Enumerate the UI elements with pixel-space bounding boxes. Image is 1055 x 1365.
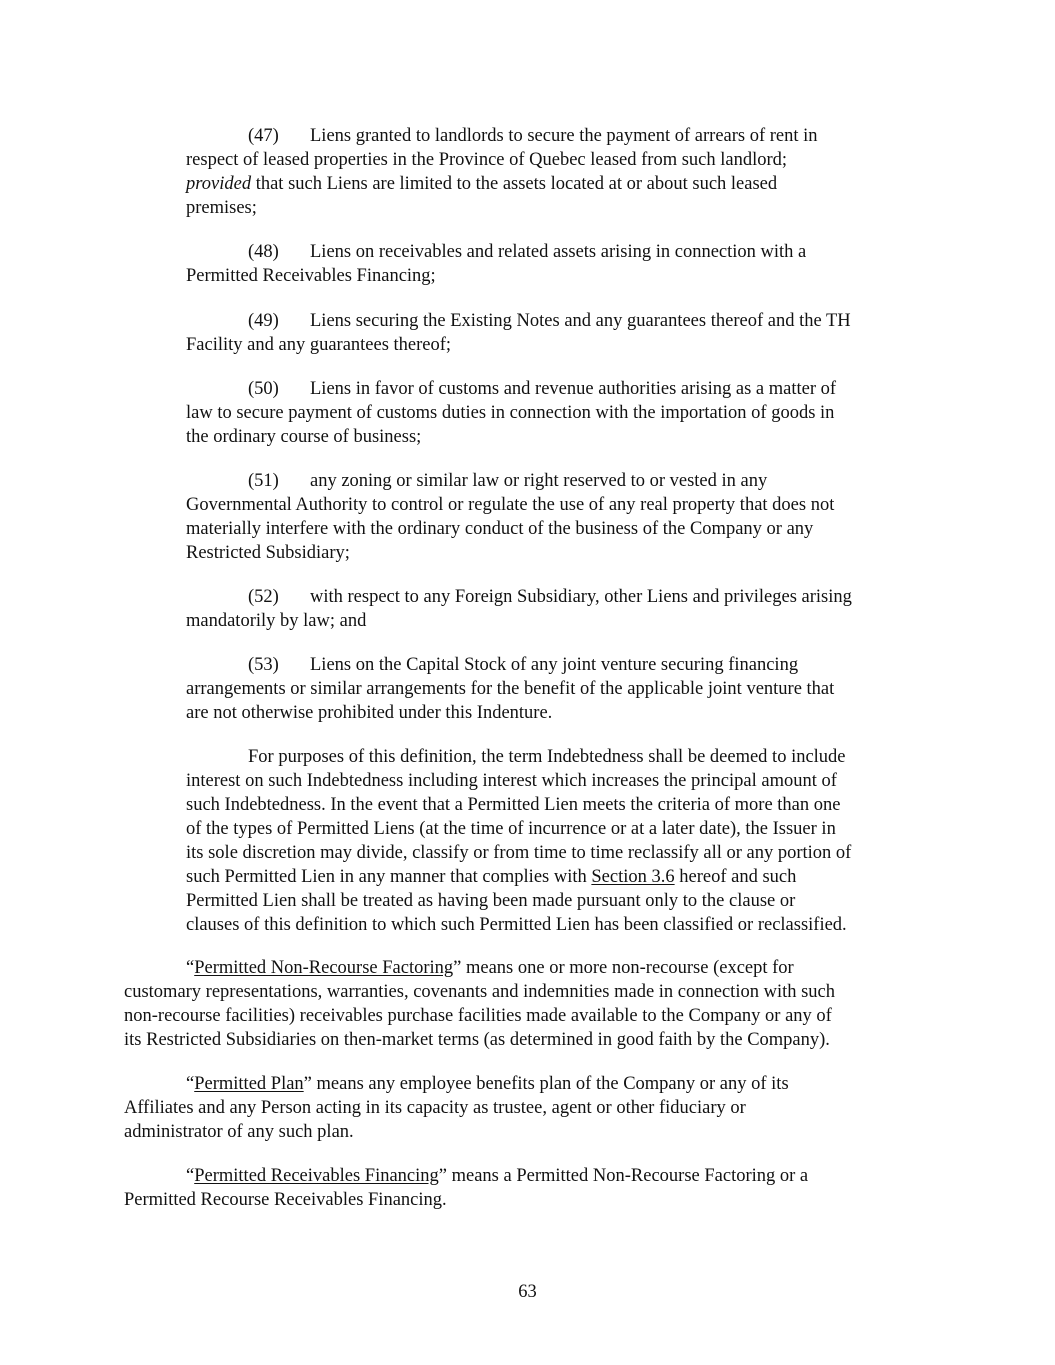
clause-number: (49) (248, 311, 279, 331)
definition-line: non-recourse facilities) receivables purchase facilities made available to the Company or any of (124, 1006, 832, 1026)
clause-line: Governmental Authority to control or regulate the use of any real property that does not (186, 495, 835, 515)
definition-permitted-plan (124, 1072, 944, 1144)
clause-53 (186, 653, 946, 725)
definition-text: ” means a Permitted Non-Recourse Factoring or a (438, 1166, 809, 1186)
definition-first-line (124, 1164, 944, 1188)
defined-term: Permitted Receivables Financing (194, 1166, 439, 1186)
clause-text: Liens granted to landlords to secure the payment of arrears of rent in (310, 126, 818, 146)
clause-text: that such Liens are limited to the assets located at or about such leased (251, 174, 778, 194)
clause-48 (186, 240, 946, 288)
clause-number: (48) (248, 242, 279, 262)
purposes-line: Permitted Lien shall be treated as having been made pursuant only to the clause or (186, 891, 796, 911)
purposes-line (186, 865, 946, 889)
purposes-line: clauses of this definition to which such Permitted Lien has been classified or reclassified. (186, 915, 847, 935)
clause-line (186, 172, 946, 196)
clause-text: Liens in favor of customs and revenue authorities arising as a matter of (310, 379, 837, 399)
purposes-line: For purposes of this definition, the term Indebtedness shall be deemed to include (248, 747, 846, 767)
definition-line: Permitted Recourse Receivables Financing. (124, 1190, 447, 1210)
clause-number: (53) (248, 655, 279, 675)
clause-line: materially interfere with the ordinary conduct of the business of the Company or any (186, 519, 814, 539)
clause-text: Liens on receivables and related assets arising in connection with a (310, 242, 807, 262)
clause-first-line (186, 240, 946, 264)
definition-first-line (124, 956, 944, 980)
definition-first-line (124, 1072, 944, 1096)
definition-permitted-non-recourse-factoring (124, 956, 944, 1052)
clause-text: any zoning or similar law or right reserved to or vested in any (310, 471, 768, 491)
purposes-text: hereof and such (674, 867, 797, 887)
italic-term: provided (186, 174, 252, 194)
open-quote: “ (186, 1166, 195, 1186)
definition-line: Affiliates and any Person acting in its capacity as trustee, agent or other fiduciary or (124, 1098, 746, 1118)
clause-line: arrangements or similar arrangements for the benefit of the applicable joint venture that (186, 679, 835, 699)
clause-line: Restricted Subsidiary; (186, 543, 350, 563)
clause-first-line (186, 469, 946, 493)
purposes-text: such Permitted Lien in any manner that complies with (186, 867, 592, 887)
clause-text: with respect to any Foreign Subsidiary, other Liens and privileges arising (310, 587, 852, 607)
clause-text: Liens securing the Existing Notes and any guarantees thereof and the TH (310, 311, 851, 331)
clause-line: respect of leased properties in the Province of Quebec leased from such landlord; (186, 150, 788, 170)
section-reference-link[interactable]: Section 3.6 (591, 867, 675, 887)
clause-line: Permitted Receivables Financing; (186, 266, 436, 286)
purposes-line: of the types of Permitted Liens (at the time of incurrence or at a later date), the Issuer in (186, 819, 836, 839)
clause-51 (186, 469, 946, 565)
clause-line: the ordinary course of business; (186, 427, 422, 447)
clause-52 (186, 585, 946, 633)
clause-first-line (186, 653, 946, 677)
clause-first-line (186, 124, 946, 148)
purposes-line: its sole discretion may divide, classify or from time to time reclassify all or any portion of (186, 843, 852, 863)
clause-number: (47) (248, 126, 279, 146)
clause-line: law to secure payment of customs duties in connection with the importation of goods in (186, 403, 835, 423)
purposes-paragraph (186, 745, 946, 937)
clause-first-line (186, 585, 946, 609)
page-number: 63 (518, 1282, 537, 1302)
clause-number: (52) (248, 587, 279, 607)
defined-term: Permitted Non-Recourse Factoring (194, 958, 454, 978)
clause-49 (186, 309, 946, 357)
definition-text: ” means one or more non-recourse (except for (453, 958, 794, 978)
clause-first-line (186, 377, 946, 401)
clause-number: (50) (248, 379, 279, 399)
purposes-line: interest on such Indebtedness including interest which increases the principal amount of (186, 771, 837, 791)
definition-line: customary representations, warranties, covenants and indemnities made in connection with such (124, 982, 836, 1002)
clause-first-line (186, 309, 946, 333)
definition-text: ” means any employee benefits plan of the Company or any of its (303, 1074, 789, 1094)
clause-line: are not otherwise prohibited under this Indenture. (186, 703, 553, 723)
clause-line: premises; (186, 198, 257, 218)
clause-line: mandatorily by law; and (186, 611, 367, 631)
open-quote: “ (186, 1074, 195, 1094)
purposes-line: such Indebtedness. In the event that a Permitted Lien meets the criteria of more than one (186, 795, 841, 815)
definition-line: administrator of any such plan. (124, 1122, 354, 1142)
clause-47 (186, 124, 946, 220)
definition-permitted-receivables-financing (124, 1164, 944, 1212)
defined-term: Permitted Plan (194, 1074, 304, 1094)
clause-50 (186, 377, 946, 449)
clause-text: Liens on the Capital Stock of any joint venture securing financing (310, 655, 799, 675)
open-quote: “ (186, 958, 195, 978)
definition-line: its Restricted Subsidiaries on then-market terms (as determined in good faith by the Company). (124, 1030, 830, 1050)
clause-line: Facility and any guarantees thereof; (186, 335, 452, 355)
clause-number: (51) (248, 471, 279, 491)
